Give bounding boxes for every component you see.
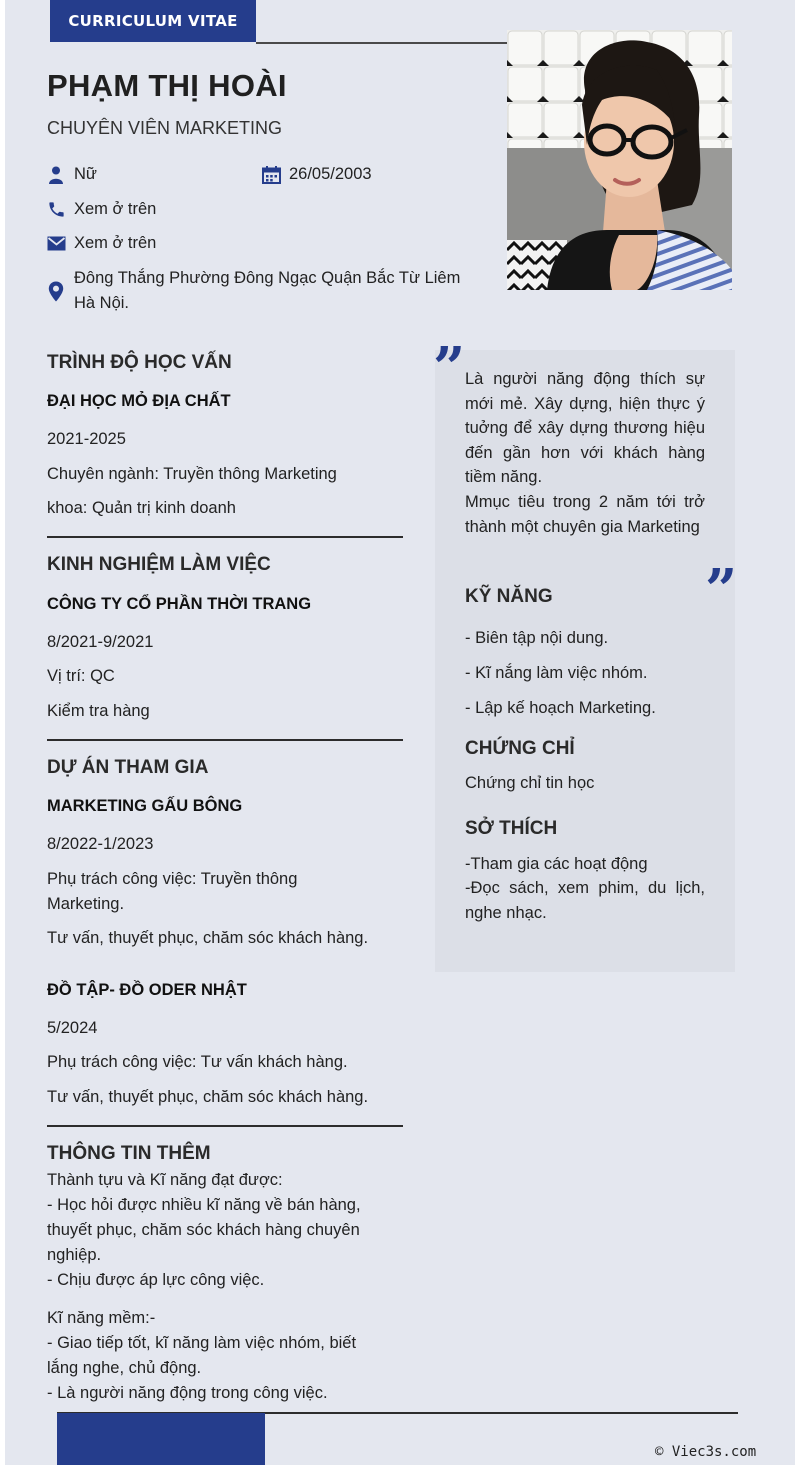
address-row <box>45 266 460 316</box>
project-period: 8/2022-1/2023 <box>47 835 154 853</box>
skill-item: - Kĩ nắng làm việc nhóm. <box>465 664 648 682</box>
copyright-text: © Viec3s.com <box>655 1444 757 1460</box>
project-period: 5/2024 <box>47 1019 98 1037</box>
hobby-heading: SỞ THÍCH <box>465 818 558 839</box>
achievements-line: thuyết phục, chăm sóc khách hàng chuyên <box>47 1221 360 1239</box>
education-heading: TRÌNH ĐỘ HỌC VẤN <box>47 352 232 373</box>
candidate-name: PHẠM THỊ HOÀI <box>47 68 287 103</box>
section-divider <box>47 1125 403 1127</box>
footer-accent-block <box>57 1413 265 1465</box>
education-major: Chuyên ngành: Truyền thông Marketing <box>47 465 337 483</box>
project-name: MARKETING GẤU BÔNG <box>47 797 243 815</box>
soft-skills-line: Kĩ năng mềm:- <box>47 1309 156 1327</box>
quote-close-icon: ” <box>705 557 738 623</box>
address-line-2: Hà Nội. <box>74 294 130 312</box>
gender-row <box>45 162 97 187</box>
calendar-icon <box>260 162 282 187</box>
education-faculty: khoa: Quản trị kinh doanh <box>47 499 236 517</box>
cert-item: Chứng chỉ tin học <box>465 774 595 792</box>
soft-skills-line: - Giao tiếp tốt, kĩ năng làm việc nhóm, biết <box>47 1334 357 1352</box>
education-school: ĐẠI HỌC MỎ ĐỊA CHẤT <box>47 392 231 410</box>
achievements-line: - Học hỏi được nhiều kĩ năng về bán hàng, <box>47 1196 361 1214</box>
objective-paragraph-2: Mmục tiêu trong 2 năm tới trở thành một chuyên gia Marketing <box>465 493 705 536</box>
achievements-line: nghiệp. <box>47 1246 102 1264</box>
birthdate-value: 26/05/2003 <box>289 165 372 183</box>
phone-row <box>45 197 156 222</box>
project-role-line-2: Marketing. <box>47 895 125 913</box>
profile-photo <box>507 30 732 290</box>
phone-value: Xem ở trên <box>74 200 157 218</box>
education-period: 2021-2025 <box>47 430 126 448</box>
project-role: Phụ trách công việc: Tư vấn khách hàng. <box>47 1053 348 1071</box>
cert-heading: CHỨNG CHỈ <box>465 738 575 759</box>
experience-period: 8/2021-9/2021 <box>47 633 154 651</box>
project-name: ĐỒ TẬP- ĐỒ ODER NHẬT <box>47 981 247 999</box>
skill-item: - Biên tập nội dung. <box>465 629 609 647</box>
extra-heading: THÔNG TIN THÊM <box>47 1143 211 1164</box>
objective-paragraph-1: Là người năng động thích sự mới mẻ. Xây dựng, hiện thực ý tuởng để xây dựng thương hiệu đến gần hơn với khách hàng tiềm năng. <box>465 370 705 487</box>
section-divider <box>47 739 403 741</box>
project-role-line-1: Phụ trách công việc: Truyền thông <box>47 870 298 888</box>
experience-position: Vị trí: QC <box>47 667 115 685</box>
email-row <box>45 231 156 256</box>
experience-company: CÔNG TY CỔ PHẦN THỜI TRANG <box>47 595 312 613</box>
email-value: Xem ở trên <box>74 234 157 252</box>
job-title: CHUYÊN VIÊN MARKETING <box>47 118 283 138</box>
birthdate-row <box>260 162 372 187</box>
map-pin-icon <box>45 266 67 316</box>
soft-skills-text <box>47 1306 397 1406</box>
project-role <box>47 867 397 917</box>
address-line-1: Đông Thắng Phường Đông Ngạc Quận Bắc Từ Liêm <box>74 269 461 287</box>
projects-heading: DỰ ÁN THAM GIA <box>47 757 209 778</box>
section-divider <box>47 536 403 538</box>
phone-icon <box>45 197 67 222</box>
soft-skills-line: lắng nghe, chủ động. <box>47 1359 202 1377</box>
achievements-line: - Chịu được áp lực công việc. <box>47 1271 265 1289</box>
achievements-line: Thành tựu và Kĩ năng đạt được: <box>47 1171 283 1189</box>
hobby-line-2: -Đọc sách, xem phim, du lịch, nghe nhạc. <box>465 879 705 922</box>
skills-heading: KỸ NĂNG <box>465 586 553 607</box>
project-desc: Tư vấn, thuyết phục, chăm sóc khách hàng. <box>47 1088 369 1106</box>
header-rule <box>256 42 508 44</box>
mail-icon <box>45 231 67 256</box>
experience-heading: KINH NGHIỆM LÀM VIỆC <box>47 554 271 575</box>
hobby-line-1: -Tham gia các hoạt động <box>465 855 648 873</box>
experience-task: Kiểm tra hàng <box>47 702 150 720</box>
quote-open-icon: ” <box>433 335 466 401</box>
skill-item: - Lập kế hoạch Marketing. <box>465 699 656 717</box>
address-value <box>74 266 460 316</box>
soft-skills-line: - Là người năng động trong công việc. <box>47 1384 328 1402</box>
person-icon <box>45 162 67 187</box>
achievements-text <box>47 1168 397 1293</box>
project-desc: Tư vấn, thuyết phục, chăm sóc khách hàng. <box>47 929 369 947</box>
cv-title-tab: CURRICULUM VITAE <box>50 0 256 42</box>
gender-value: Nữ <box>74 165 97 183</box>
